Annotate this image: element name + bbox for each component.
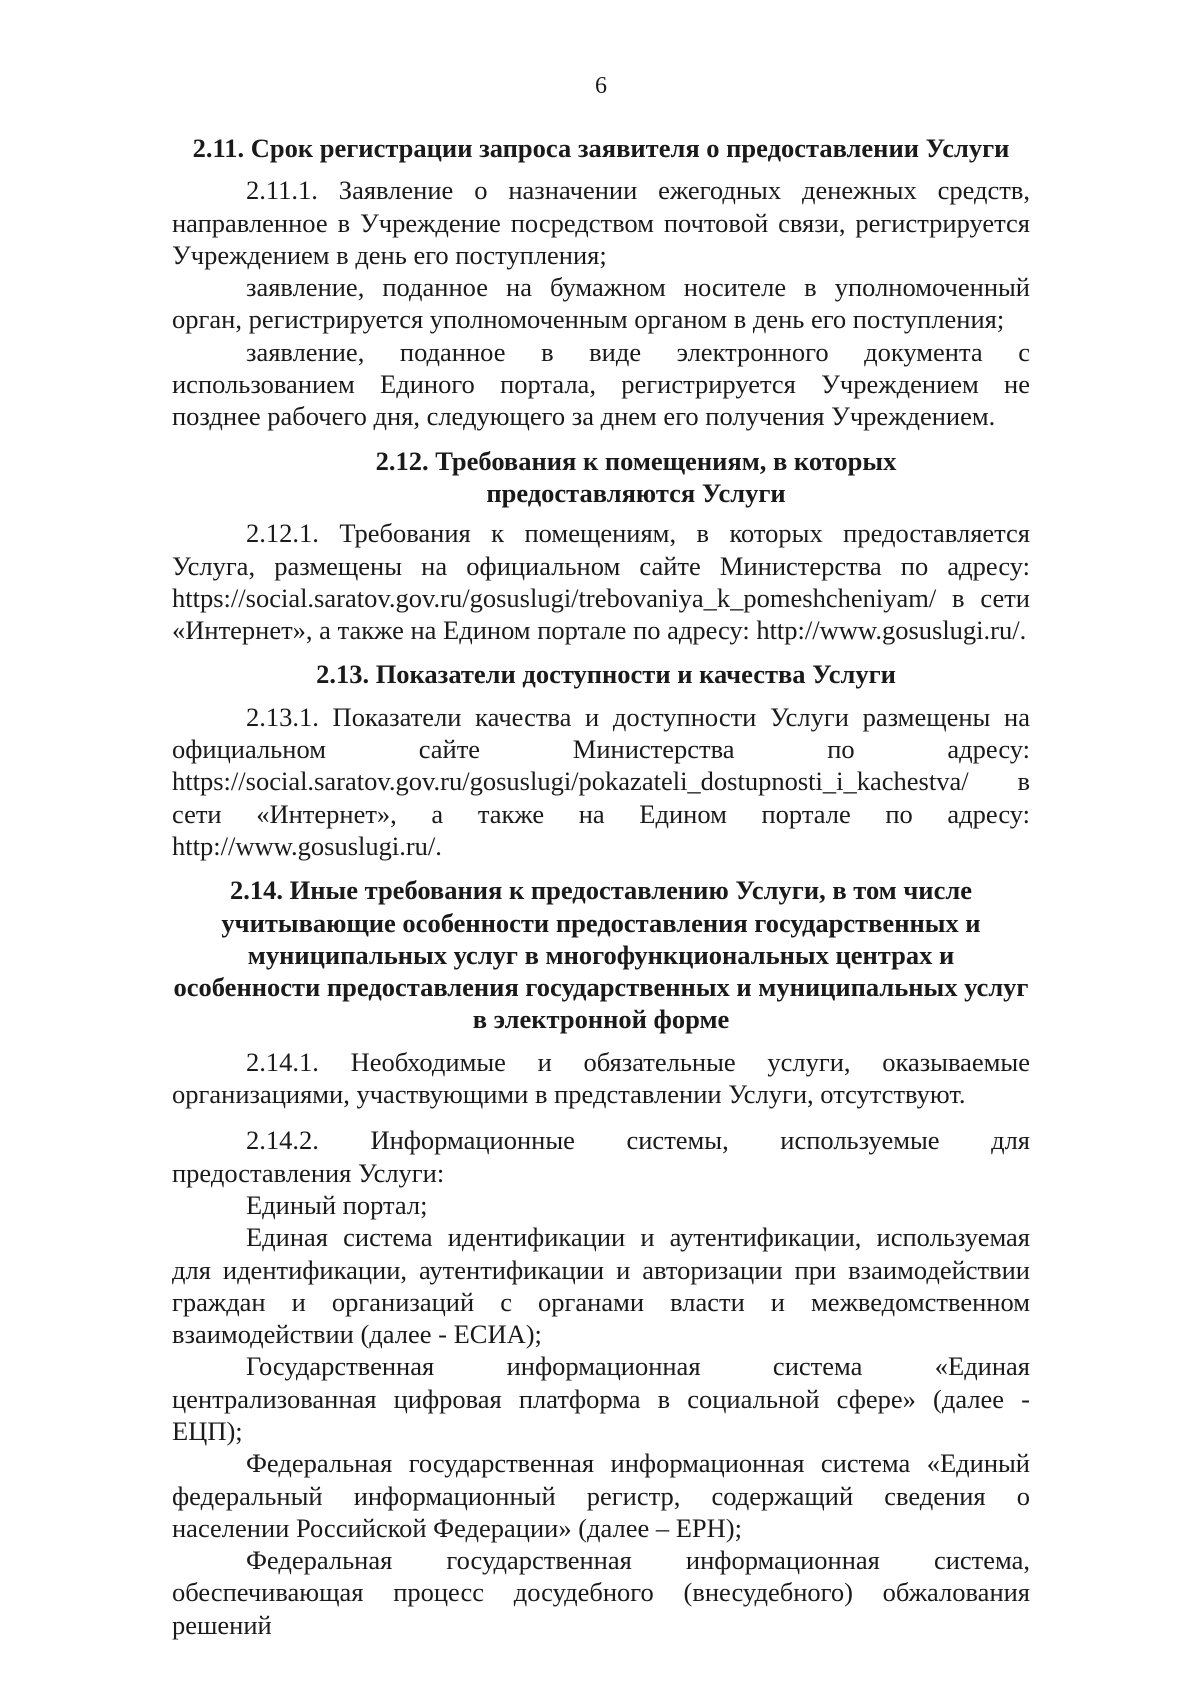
paragraph-2-14-1: 2.14.1. Необходимые и обязательные услуги, оказываемые организациями, участвующими в представлении Услуги, отсутствуют. <box>172 1046 1030 1110</box>
paragraph-2-13-1: 2.13.1. Показатели качества и доступности Услуги размещены на официальном сайте Министерства по адресу: https://social.saratov.gov.ru/gosuslugi/pokazateli_dostupnosti_i_kachestva/ в сети «Интернет», а также на Едином портале по адресу: http://www.gosuslugi.ru/. <box>172 701 1030 861</box>
list-item-appeal-system: Федеральная государственная информационная система, обеспечивающая процесс досудебного (внесудебного) обжалования решений <box>172 1545 1030 1640</box>
list-item-ern: Федеральная государственная информационная система «Единый федеральный информационный регистр, содержащий сведения о населении Российской Федерации» (далее – ЕРН); <box>172 1448 1030 1543</box>
paragraph-2-11-electronic: заявление, поданное в виде электронного документа с использованием Единого портала, регистрируется Учреждением не позднее рабочего дня, следующего за днем его получения Учреждением. <box>172 336 1030 432</box>
paragraph-2-11-1: 2.11.1. Заявление о назначении ежегодных денежных средств, направленное в Учреждение посредством почтовой связи, регистрируется Учреждением в день его поступления; <box>172 175 1030 270</box>
paragraph-2-12-1: 2.12.1. Требования к помещениям, в которых предоставляется Услуга, размещены на официальном сайте Министерства по адресу: https://social.saratov.gov.ru/gosuslugi/trebovaniya_k_pomeshcheniyam/ в сети «Интернет», а также на Едином портале по адресу: http://www.gosuslugi.ru/. <box>172 518 1030 646</box>
section-2-13 <box>172 658 1030 862</box>
section-heading-2-12: 2.12. Требования к помещениям, в которых предоставляются Услуги <box>375 445 897 508</box>
section-heading-2-14: 2.14. Иные требования к предоставлению Услуги, в том числе учитывающие особенности предоставления государственных и муниципальных услуг в многофункциональных центрах и особенности предоставления государственных и муниципальных услуг в электронной форме <box>173 875 1029 1035</box>
paragraph-2-14-2: 2.14.2. Информационные системы, используемые для предоставления Услуги: <box>172 1125 1030 1188</box>
paragraph-2-11-paper: заявление, поданное на бумажном носителе в уполномоченный орган, регистрируется уполномоченным органом в день его поступления; <box>172 272 1030 335</box>
section-2-11 <box>172 132 1030 433</box>
list-item-esia: Единая система идентификации и аутентификации, используемая для идентификации, аутентификации и авторизации при взаимодействии граждан и организаций с органами власти и межведомственном взаимодействии (далее - ЕСИА); <box>172 1222 1030 1350</box>
list-item-unified-portal: Единый портал; <box>246 1189 428 1220</box>
section-heading-2-13: 2.13. Показатели доступности и качества Услуги <box>316 659 896 690</box>
document-body <box>172 132 1030 1641</box>
section-heading-2-11: 2.11. Срок регистрации запроса заявителя о предоставлении Услуги <box>192 133 1010 163</box>
list-item-ecp: Государственная информационная система «Единая централизованная цифровая платформа в социальной сфере» (далее - ЕЦП); <box>172 1351 1030 1446</box>
section-2-12 <box>172 445 1030 647</box>
page-number: 6 <box>595 73 607 99</box>
section-2-14 <box>172 874 1030 1641</box>
